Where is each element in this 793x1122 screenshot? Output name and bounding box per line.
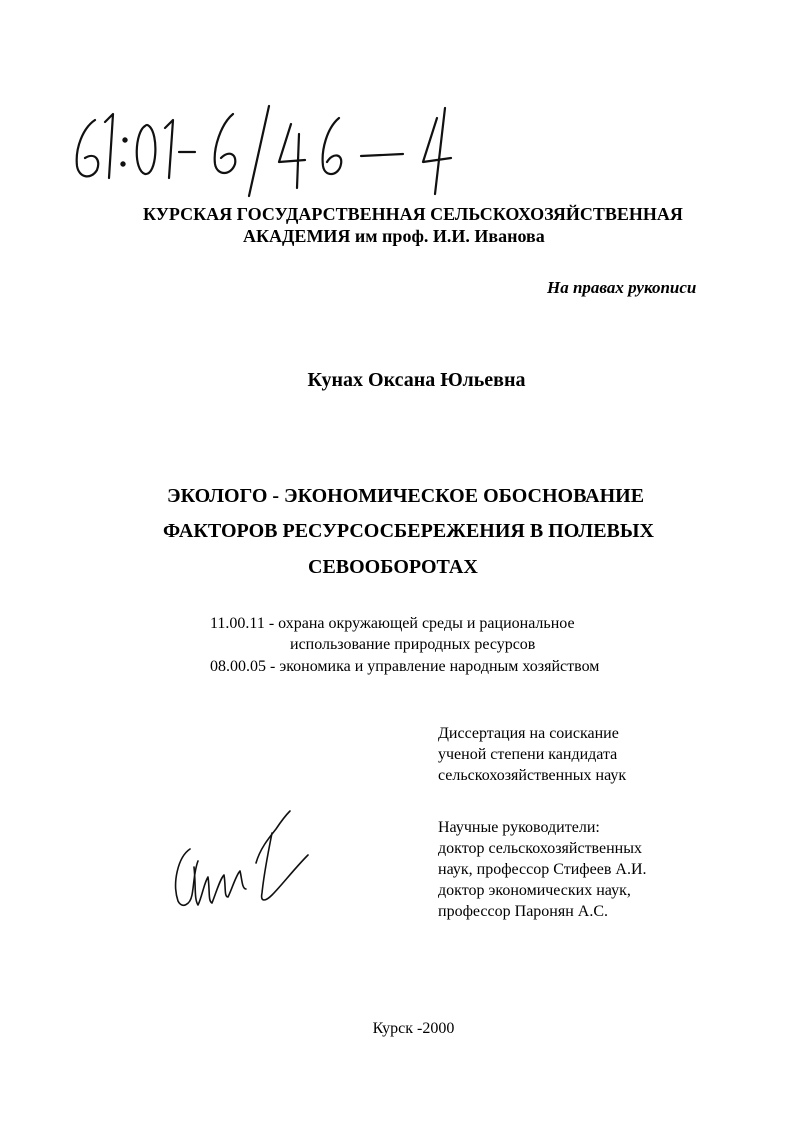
title-line-2: ФАКТОРОВ РЕСУРСОСБЕРЕЖЕНИЯ В ПОЛЕВЫХ: [163, 520, 654, 542]
dissertation-line: Диссертация на соискание: [438, 725, 619, 742]
specialty-1-line-1: 11.00.11 - охрана окружающей среды и рациональное: [210, 615, 575, 632]
organization-line-1: КУРСКАЯ ГОСУДАРСТВЕННАЯ СЕЛЬСКОХОЗЯЙСТВЕННАЯ: [143, 204, 683, 224]
archive-number-handwriting: [55, 78, 505, 198]
specialty-1-line-2: использование природных ресурсов: [290, 636, 536, 653]
supervisors-line: Научные руководители:: [438, 819, 600, 836]
supervisors-line: наук, профессор Стифеев А.И.: [438, 861, 647, 878]
supervisors-line: доктор сельскохозяйственных: [438, 840, 642, 857]
supervisors-line: профессор Паронян А.С.: [438, 903, 608, 920]
specialty-2: 08.00.05 - экономика и управление народным хозяйством: [210, 658, 600, 675]
dissertation-line: сельскохозяйственных наук: [438, 767, 627, 784]
supervisors-block: [438, 817, 647, 922]
dissertation-block: [438, 723, 626, 786]
title-line-1: ЭКОЛОГО - ЭКОНОМИЧЕСКОЕ ОБОСНОВАНИЕ: [167, 485, 645, 507]
place-year: Курск -2000: [372, 1020, 455, 1037]
signature: [168, 805, 318, 915]
author-name: Кунах Оксана Юльевна: [307, 369, 526, 391]
organization-line-2: АКАДЕМИЯ им проф. И.И. Иванова: [243, 226, 545, 246]
dissertation-line: ученой степени кандидата: [438, 746, 618, 763]
rights-note: На правах рукописи: [547, 278, 697, 297]
title-line-3: СЕВООБОРОТАХ: [308, 556, 478, 578]
supervisors-line: доктор экономических наук,: [438, 882, 631, 899]
